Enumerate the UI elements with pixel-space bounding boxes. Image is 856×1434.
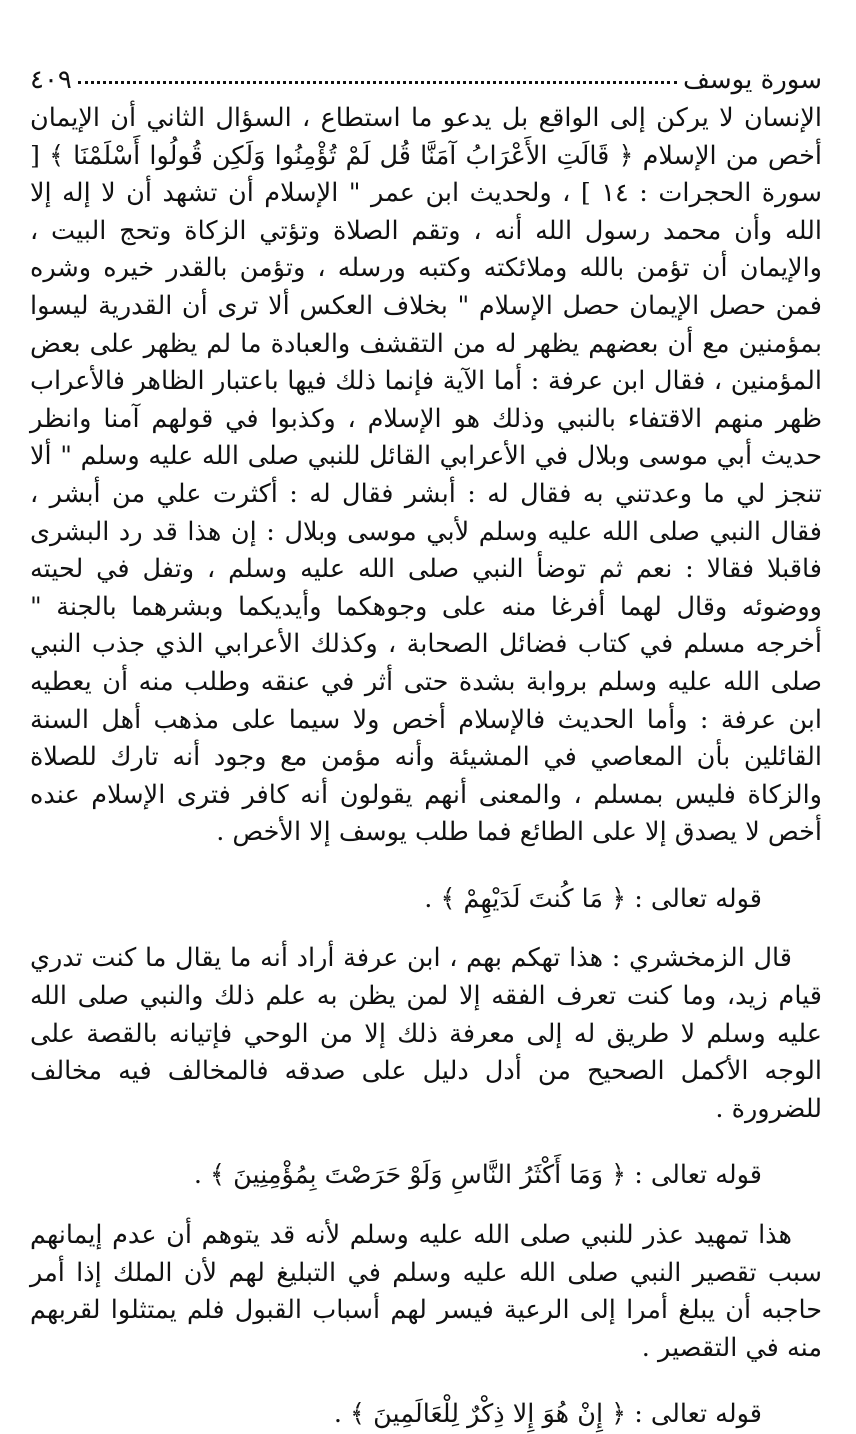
- running-header: [30, 62, 822, 98]
- verse-heading-1: قوله تعالى : ﴿ مَا كُنتَ لَدَيْهِمْ ﴾ .: [424, 883, 762, 914]
- spacer: [30, 918, 822, 940]
- verse-heading-3: قوله تعالى : ﴿ إِنْ هُوَ إِلا ذِكْرٌ لِلْعَالَمِينَ ﴾ .: [333, 1399, 762, 1430]
- spacer: [30, 852, 822, 881]
- commentary-paragraph-2: قال الزمخشري : هذا تهكم بهم ، ابن عرفة أراد أنه ما يقال ما كنت تدري قيام زيد، وما كنت تعرف الفقه إلا لمن يظن به علم ذلك والنبي صلى الله عليه وسلم لا طريق له إلى معرفة ذلك إلا من الوحي فإتيانه بالقصة على الوجه الأكمل الصحيح من أدل دليل على صدقه فالمخالف فيه مخالف للضرورة .: [30, 943, 822, 1124]
- commentary-paragraph-3: هذا تمهيد عذر للنبي صلى الله عليه وسلم لأنه قد يتوهم أن عدم إيمانهم سبب تقصير النبي صلى الله عليه وسلم في التبليغ لهم لأن الملك إذا أمر حاجبه أن يبلغ أمرا إلى الرعية فيسر لهم أسباب القبول فلم يمتثلوا لقربهم منه في التقصير .: [30, 1220, 822, 1363]
- dotted-leader: [78, 81, 677, 84]
- commentary-paragraph-1: الإنسان لا يركن إلى الواقع بل يدعو ما استطاع ، السؤال الثاني أن الإيمان أخص من الإسلام ﴿ قَالَتِ الأَعْرَابُ آمَنَّا قُل لَمْ تُؤْمِنُوا وَلَكِن قُولُوا أَسْلَمْنَا ﴾ [ سورة الحجرات : ١٤ ] ، ولحديث ابن عمر " الإسلام أن تشهد أن لا إله إلا الله وأن محمد رسول الله أنه ، وتقم الصلاة وتؤتي الزكاة وتحج البيت ، والإيمان أن تؤمن بالله وملائكته وكتبه ورسله ، وتؤمن بالقدر خيره وشره فمن حصل الإيمان حصل الإسلام " بخلاف العكس ألا ترى أن القدرية ليسوا بمؤمنين مع أن بعضهم يظهر له من التقشف والعبادة ما لم يظهر على بعض المؤمنين ، فقال ابن عرفة : أما الآية فإنما ذلك فيها باعتبار الظاهر فالأعراب ظهر منهم الاقتفاء بالنبي وذلك هو الإسلام ، وكذبوا في قولهم آمنا وانظر حديث أبي موسى وبلال في الأعرابي القائل للنبي صلى الله عليه وسلم " ألا تنجز لي ما وعدتني به فقال له : أبشر فقال له : أكثرت علي من أبشر ، فقال النبي صلى الله عليه وسلم لأبي موسى وبلال : إن هذا قد رد البشرى فاقبلا فقالا : نعم ثم توضأ النبي صلى الله عليه وسلم ، وتفل في لحيته ووضوئه وقال لهما أفرغا منه على وجوهكما وأيديكما وبشرهما بالجنة " أخرجه مسلم في كتاب فضائل الصحابة ، وكذلك الأعرابي الذي جذب النبي صلى الله عليه وسلم بروابة بشدة حتى أثر في عنقه وطلب منه أن يعطيه ابن عرفة : وأما الحديث فالإسلام أخص ولا سيما على مذهب أهل السنة القائلين بأن المعاصي في المشيئة وأنه مؤمن مع وجود أنه تارك للصلاة والزكاة فليس بمسلم ، والمعنى أنهم يقولون أنه كافر فترى الإسلام عنده أخص لا يصدق إلا على الطائع فما طلب يوسف إلا الأخص .: [30, 103, 823, 848]
- verse-heading-2: قوله تعالى : ﴿ وَمَا أَكْثَرُ النَّاسِ وَلَوْ حَرَصْتَ بِمُؤْمِنِينَ ﴾ .: [193, 1160, 762, 1191]
- page-body: [30, 100, 822, 1434]
- surah-title: سورة يوسف: [682, 65, 822, 95]
- spacer: [30, 1195, 822, 1217]
- spacer: [30, 1128, 822, 1157]
- page-number: ٤٠٩: [30, 65, 72, 95]
